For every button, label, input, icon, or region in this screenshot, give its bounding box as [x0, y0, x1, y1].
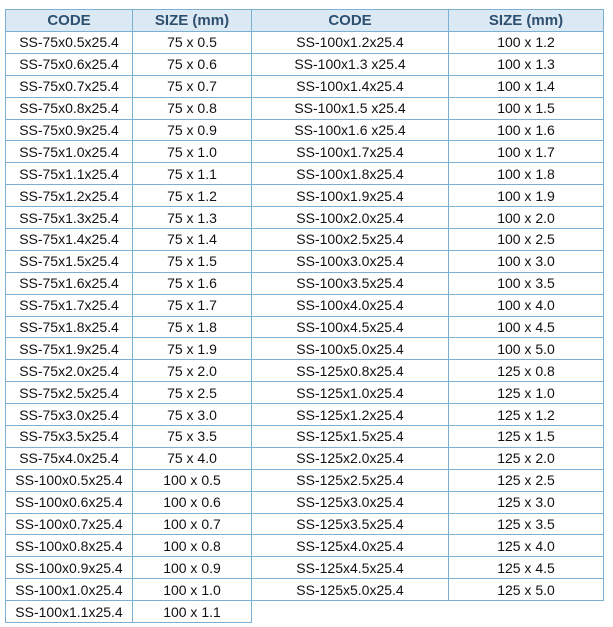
code-cell: SS-125x4.0x25.4	[252, 535, 449, 557]
size-cell: 75 x 0.6	[133, 53, 252, 75]
code-cell: SS-75x0.5x25.4	[6, 32, 133, 54]
table-row	[252, 360, 604, 382]
code-cell: SS-75x1.7x25.4	[6, 294, 133, 316]
table-row	[6, 579, 252, 601]
table-row	[6, 294, 252, 316]
code-cell: SS-75x1.0x25.4	[6, 141, 133, 163]
code-cell: SS-125x1.0x25.4	[252, 382, 449, 404]
code-cell: SS-100x0.8x25.4	[6, 535, 133, 557]
table-row	[6, 426, 252, 448]
table-row	[6, 316, 252, 338]
table-row	[252, 294, 604, 316]
table-row	[252, 53, 604, 75]
table-row	[6, 272, 252, 294]
size-cell: 100 x 1.2	[449, 32, 604, 54]
code-cell: SS-125x0.8x25.4	[252, 360, 449, 382]
size-cell: 100 x 1.6	[449, 119, 604, 141]
code-cell: SS-75x0.9x25.4	[6, 119, 133, 141]
table-row	[6, 535, 252, 557]
size-cell: 100 x 5.0	[449, 338, 604, 360]
size-cell: 125 x 0.8	[449, 360, 604, 382]
size-cell: 125 x 3.0	[449, 491, 604, 513]
code-cell: SS-100x1.7x25.4	[252, 141, 449, 163]
size-table-left	[5, 9, 252, 623]
size-cell: 125 x 1.2	[449, 404, 604, 426]
right-table-body	[252, 32, 604, 601]
table-row	[6, 404, 252, 426]
code-cell: SS-100x0.9x25.4	[6, 557, 133, 579]
code-cell: SS-75x1.1x25.4	[6, 163, 133, 185]
size-cell: 75 x 1.1	[133, 163, 252, 185]
code-cell: SS-75x1.9x25.4	[6, 338, 133, 360]
table-row	[252, 426, 604, 448]
size-cell: 100 x 1.1	[133, 601, 252, 623]
size-cell: 75 x 1.9	[133, 338, 252, 360]
table-row	[252, 250, 604, 272]
size-cell: 100 x 1.0	[133, 579, 252, 601]
size-cell: 100 x 0.6	[133, 491, 252, 513]
table-row	[252, 338, 604, 360]
size-cell: 100 x 0.8	[133, 535, 252, 557]
size-cell: 75 x 1.0	[133, 141, 252, 163]
code-cell: SS-75x1.5x25.4	[6, 250, 133, 272]
code-cell: SS-100x1.2x25.4	[252, 32, 449, 54]
code-cell: SS-75x1.8x25.4	[6, 316, 133, 338]
code-cell: SS-75x1.3x25.4	[6, 207, 133, 229]
size-cell: 100 x 0.7	[133, 513, 252, 535]
table-row	[252, 163, 604, 185]
size-cell: 75 x 2.0	[133, 360, 252, 382]
size-cell: 75 x 1.4	[133, 229, 252, 251]
code-cell: SS-125x1.2x25.4	[252, 404, 449, 426]
table-row	[6, 360, 252, 382]
size-cell: 100 x 1.8	[449, 163, 604, 185]
size-cell: 100 x 3.0	[449, 250, 604, 272]
size-cell: 100 x 2.0	[449, 207, 604, 229]
size-cell: 75 x 0.5	[133, 32, 252, 54]
table-row	[6, 141, 252, 163]
table-row	[6, 557, 252, 579]
table-row	[252, 469, 604, 491]
table-row	[6, 469, 252, 491]
size-cell: 75 x 4.0	[133, 447, 252, 469]
code-cell: SS-75x2.5x25.4	[6, 382, 133, 404]
header-row	[6, 10, 252, 32]
code-cell: SS-75x2.0x25.4	[6, 360, 133, 382]
table-row	[252, 185, 604, 207]
table-row	[6, 75, 252, 97]
code-cell: SS-100x2.0x25.4	[252, 207, 449, 229]
size-cell: 75 x 2.5	[133, 382, 252, 404]
code-cell: SS-75x1.6x25.4	[6, 272, 133, 294]
table-row	[252, 119, 604, 141]
code-cell: SS-75x3.5x25.4	[6, 426, 133, 448]
size-cell: 75 x 3.0	[133, 404, 252, 426]
table-row	[6, 447, 252, 469]
code-cell: SS-100x4.0x25.4	[252, 294, 449, 316]
code-cell: SS-75x1.4x25.4	[6, 229, 133, 251]
table-row	[252, 141, 604, 163]
code-cell: SS-125x4.5x25.4	[252, 557, 449, 579]
size-cell: 100 x 1.7	[449, 141, 604, 163]
table-row	[6, 491, 252, 513]
size-header: SIZE (mm)	[133, 10, 252, 32]
table-row	[6, 338, 252, 360]
code-cell: SS-100x3.0x25.4	[252, 250, 449, 272]
code-cell: SS-125x2.5x25.4	[252, 469, 449, 491]
size-cell: 100 x 1.9	[449, 185, 604, 207]
code-cell: SS-100x0.6x25.4	[6, 491, 133, 513]
table-row	[6, 382, 252, 404]
size-cell: 100 x 0.9	[133, 557, 252, 579]
table-row	[252, 32, 604, 54]
code-cell: SS-100x4.5x25.4	[252, 316, 449, 338]
code-cell: SS-100x1.3 x25.4	[252, 53, 449, 75]
table-row	[6, 97, 252, 119]
code-header: CODE	[252, 10, 449, 32]
code-cell: SS-100x1.9x25.4	[252, 185, 449, 207]
code-cell: SS-75x1.2x25.4	[6, 185, 133, 207]
size-cell: 75 x 1.6	[133, 272, 252, 294]
size-cell: 75 x 1.2	[133, 185, 252, 207]
size-cell: 75 x 1.8	[133, 316, 252, 338]
code-cell: SS-100x1.5 x25.4	[252, 97, 449, 119]
size-cell: 100 x 4.5	[449, 316, 604, 338]
table-row	[252, 535, 604, 557]
code-header: CODE	[6, 10, 133, 32]
code-cell: SS-75x0.6x25.4	[6, 53, 133, 75]
code-cell: SS-125x3.0x25.4	[252, 491, 449, 513]
table-row	[252, 316, 604, 338]
size-cell: 100 x 0.5	[133, 469, 252, 491]
size-cell: 100 x 3.5	[449, 272, 604, 294]
size-cell: 125 x 1.5	[449, 426, 604, 448]
table-row	[6, 185, 252, 207]
table-row	[6, 119, 252, 141]
code-cell: SS-100x5.0x25.4	[252, 338, 449, 360]
table-row	[252, 513, 604, 535]
size-cell: 100 x 1.4	[449, 75, 604, 97]
code-cell: SS-100x1.8x25.4	[252, 163, 449, 185]
code-cell: SS-100x0.7x25.4	[6, 513, 133, 535]
code-cell: SS-100x3.5x25.4	[252, 272, 449, 294]
size-cell: 75 x 0.7	[133, 75, 252, 97]
table-row	[6, 53, 252, 75]
code-cell: SS-100x0.5x25.4	[6, 469, 133, 491]
size-cell: 75 x 1.7	[133, 294, 252, 316]
code-cell: SS-75x4.0x25.4	[6, 447, 133, 469]
size-cell: 125 x 2.5	[449, 469, 604, 491]
size-cell: 100 x 4.0	[449, 294, 604, 316]
table-row	[6, 207, 252, 229]
size-cell: 125 x 2.0	[449, 447, 604, 469]
header-row	[252, 10, 604, 32]
size-cell: 125 x 3.5	[449, 513, 604, 535]
table-row	[252, 272, 604, 294]
table-row	[252, 229, 604, 251]
size-cell: 75 x 0.8	[133, 97, 252, 119]
table-row	[6, 163, 252, 185]
table-row	[6, 229, 252, 251]
size-tables	[5, 9, 604, 623]
code-cell: SS-125x2.0x25.4	[252, 447, 449, 469]
size-cell: 125 x 4.0	[449, 535, 604, 557]
table-row	[252, 207, 604, 229]
table-row	[252, 557, 604, 579]
size-cell: 100 x 2.5	[449, 229, 604, 251]
table-row	[6, 513, 252, 535]
table-row	[252, 97, 604, 119]
size-header: SIZE (mm)	[449, 10, 604, 32]
size-cell: 100 x 1.5	[449, 97, 604, 119]
code-cell: SS-100x1.1x25.4	[6, 601, 133, 623]
size-cell: 75 x 1.5	[133, 250, 252, 272]
size-cell: 125 x 1.0	[449, 382, 604, 404]
code-cell: SS-125x5.0x25.4	[252, 579, 449, 601]
size-cell: 75 x 0.9	[133, 119, 252, 141]
table-row	[6, 250, 252, 272]
code-cell: SS-100x1.0x25.4	[6, 579, 133, 601]
code-cell: SS-125x3.5x25.4	[252, 513, 449, 535]
table-row	[252, 491, 604, 513]
size-cell: 75 x 1.3	[133, 207, 252, 229]
code-cell: SS-75x0.7x25.4	[6, 75, 133, 97]
code-cell: SS-75x0.8x25.4	[6, 97, 133, 119]
code-cell: SS-100x2.5x25.4	[252, 229, 449, 251]
left-table-body	[6, 32, 252, 623]
size-cell: 75 x 3.5	[133, 426, 252, 448]
code-cell: SS-100x1.6 x25.4	[252, 119, 449, 141]
table-row	[6, 32, 252, 54]
code-cell: SS-75x3.0x25.4	[6, 404, 133, 426]
code-cell: SS-100x1.4x25.4	[252, 75, 449, 97]
code-cell: SS-125x1.5x25.4	[252, 426, 449, 448]
table-row	[252, 382, 604, 404]
size-cell: 125 x 5.0	[449, 579, 604, 601]
size-cell: 100 x 1.3	[449, 53, 604, 75]
table-row	[252, 404, 604, 426]
size-cell: 125 x 4.5	[449, 557, 604, 579]
table-row	[6, 601, 252, 623]
table-row	[252, 579, 604, 601]
table-row	[252, 75, 604, 97]
table-row	[252, 447, 604, 469]
size-table-right	[251, 9, 604, 601]
